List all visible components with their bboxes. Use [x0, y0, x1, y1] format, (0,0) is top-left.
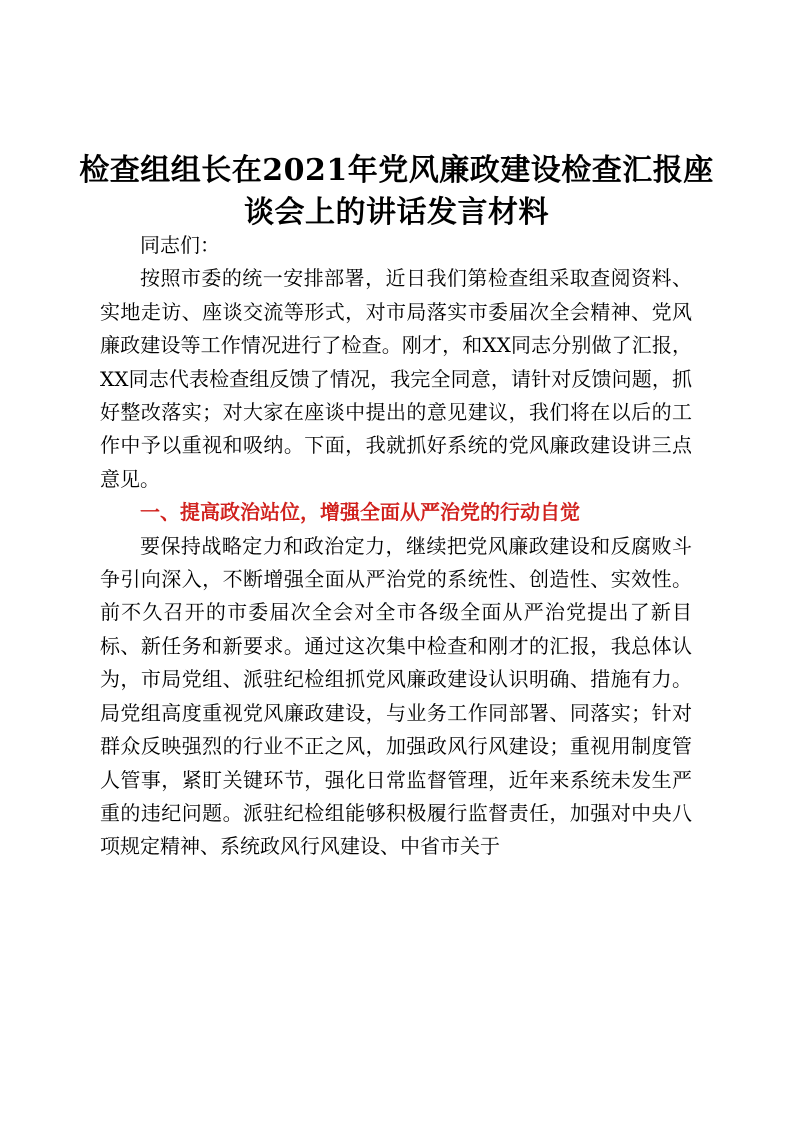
title-line-2: 谈会上的讲话发言材料	[244, 195, 549, 230]
section-heading-1: 一、提高政治站位，增强全面从严治党的行动自觉	[140, 500, 580, 525]
greeting: 同志们：	[140, 233, 220, 257]
document-title	[60, 150, 733, 234]
paragraph-section-1: 要保持战略定力和政治定力，继续把党风廉政建设和反腐败斗争引向深入，不断增强全面从严治党的系统性、创造性、实效性。前不久召开的市委届次全会对全市各级全面从严治党提出了新目标、新任务和新要求。通过这次集中检查和刚才的汇报，我总体认为，市局党组、派驻纪检组抓党风廉政建设认识明确、措施有力。局党组高度重视党风廉政建设，与业务工作同部署、同落实；针对群众反映强烈的行业不正之风，加强政风行风建设；重视用制度管人管事，紧盯关键环节，强化日常监督管理，近年来系统未发生严重的违纪问题。派驻纪检组能够积极履行监督责任，加强对中央八项规定精神、系统政风行风建设、中省市关于	[100, 533, 692, 859]
paragraph-intro: 按照市委的统一安排部署，近日我们第检查组采取查阅资料、实地走访、座谈交流等形式，对市局落实市委届次全会精神、党风廉政建设等工作情况进行了检查。刚才，和XX同志分别做了汇报，XX同志代表检查组反馈了情况，我完全同意，请针对反馈问题，抓好整改落实；对大家在座谈中提出的意见建议，我们将在以后的工作中予以重视和吸纳。下面，我就抓好系统的党风廉政建设讲三点意见。	[100, 266, 692, 491]
document-body	[100, 229, 692, 864]
title-line-1: 检查组组长在2021年党风廉政建设检查汇报座	[79, 153, 714, 188]
